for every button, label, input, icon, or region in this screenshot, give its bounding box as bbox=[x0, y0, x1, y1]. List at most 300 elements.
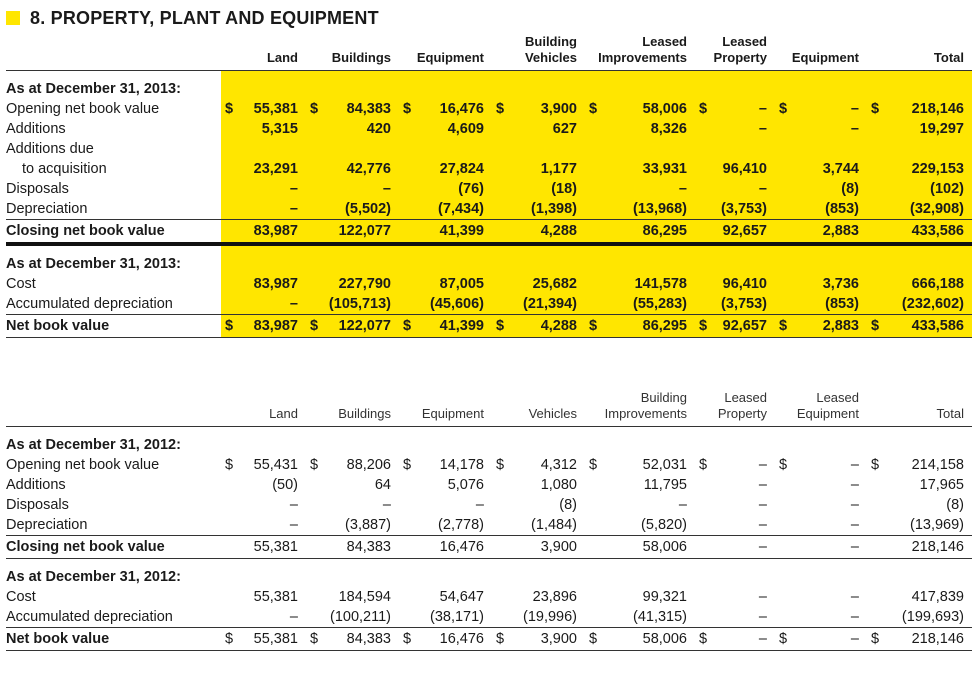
column-header-text: Equipment bbox=[421, 406, 484, 421]
value-cell bbox=[306, 455, 399, 475]
row-label: Cost bbox=[6, 276, 36, 292]
value-text: 58,006 bbox=[642, 631, 687, 647]
value-cell bbox=[775, 139, 867, 159]
row-label: Additions due bbox=[6, 141, 94, 157]
row-label: to acquisition bbox=[22, 161, 107, 177]
value-text: (100,211) bbox=[330, 609, 391, 625]
value-cell bbox=[695, 220, 775, 245]
value-cell bbox=[306, 199, 399, 220]
value-text: 42,776 bbox=[346, 161, 391, 177]
value-text: 3,900 bbox=[540, 101, 577, 117]
value-cell bbox=[221, 587, 306, 607]
value-text: 2,883 bbox=[822, 223, 859, 239]
value-cell bbox=[867, 587, 972, 607]
value-text: 420 bbox=[366, 121, 391, 137]
value-cell bbox=[585, 220, 695, 245]
value-cell bbox=[306, 475, 399, 495]
value-text: – bbox=[758, 477, 767, 493]
total-row bbox=[6, 628, 972, 651]
value-cell bbox=[775, 455, 867, 475]
section-heading-row bbox=[6, 244, 972, 274]
value-text: – bbox=[758, 121, 767, 137]
value-cell bbox=[867, 495, 972, 515]
value-cell bbox=[867, 294, 972, 315]
currency-symbol: $ bbox=[496, 457, 505, 473]
value-text: (32,908) bbox=[909, 201, 964, 217]
value-text: (41,315) bbox=[632, 609, 687, 625]
currency-symbol: $ bbox=[310, 318, 319, 334]
value-cell bbox=[867, 179, 972, 199]
table-row bbox=[6, 119, 972, 139]
value-text: – bbox=[382, 181, 391, 197]
value-cell bbox=[585, 159, 695, 179]
value-cell bbox=[399, 628, 492, 651]
value-cell bbox=[585, 536, 695, 559]
value-cell bbox=[221, 159, 306, 179]
value-text: 19,297 bbox=[919, 121, 964, 137]
value-text: – bbox=[758, 609, 767, 625]
value-cell bbox=[867, 99, 972, 119]
value-text: 87,005 bbox=[439, 276, 484, 292]
value-cell bbox=[399, 515, 492, 536]
value-text: 218,146 bbox=[911, 539, 964, 555]
value-text: 64 bbox=[374, 477, 391, 493]
value-cell bbox=[775, 159, 867, 179]
value-text: 83,987 bbox=[253, 318, 298, 334]
currency-symbol: $ bbox=[871, 631, 880, 647]
row-label: Additions bbox=[6, 121, 66, 137]
value-text: (76) bbox=[458, 181, 484, 197]
value-cell bbox=[585, 315, 695, 338]
section-heading: As at December 31, 2012: bbox=[6, 437, 181, 453]
value-text: – bbox=[850, 589, 859, 605]
value-cell bbox=[867, 274, 972, 294]
value-cell bbox=[399, 294, 492, 315]
value-text: 4,609 bbox=[447, 121, 484, 137]
column-header bbox=[221, 34, 306, 71]
value-text: 52,031 bbox=[642, 457, 687, 473]
currency-symbol: $ bbox=[310, 631, 319, 647]
value-text: 4,288 bbox=[540, 223, 577, 239]
value-cell bbox=[399, 159, 492, 179]
currency-symbol: $ bbox=[779, 318, 788, 334]
value-text: (232,602) bbox=[901, 296, 964, 312]
value-text: 88,206 bbox=[346, 457, 391, 473]
value-cell bbox=[492, 515, 585, 536]
row-label: Opening net book value bbox=[6, 101, 160, 117]
row-label: Depreciation bbox=[6, 201, 88, 217]
value-cell bbox=[399, 455, 492, 475]
value-cell bbox=[492, 274, 585, 294]
value-cell bbox=[775, 199, 867, 220]
column-header bbox=[492, 390, 585, 427]
value-text: 23,896 bbox=[532, 589, 577, 605]
value-cell bbox=[306, 607, 399, 628]
value-cell bbox=[695, 159, 775, 179]
value-cell bbox=[306, 274, 399, 294]
value-cell bbox=[695, 536, 775, 559]
value-text: 58,006 bbox=[642, 539, 687, 555]
value-cell bbox=[775, 315, 867, 338]
value-text: (3,753) bbox=[721, 296, 767, 312]
value-cell bbox=[306, 139, 399, 159]
value-text: (1,484) bbox=[531, 517, 577, 533]
value-cell bbox=[492, 220, 585, 245]
value-cell bbox=[695, 199, 775, 220]
value-cell bbox=[585, 199, 695, 220]
value-text: – bbox=[850, 497, 859, 513]
value-text: (21,394) bbox=[522, 296, 577, 312]
currency-symbol: $ bbox=[699, 318, 708, 334]
value-cell bbox=[399, 139, 492, 159]
value-text: 122,077 bbox=[338, 318, 391, 334]
value-cell bbox=[775, 99, 867, 119]
currency-symbol: $ bbox=[310, 101, 319, 117]
value-text: – bbox=[758, 539, 767, 555]
table-row bbox=[6, 587, 972, 607]
value-cell bbox=[221, 628, 306, 651]
value-text: (55,283) bbox=[632, 296, 687, 312]
value-text: 23,291 bbox=[253, 161, 298, 177]
value-cell bbox=[867, 139, 972, 159]
value-text: 1,177 bbox=[540, 161, 577, 177]
value-cell bbox=[867, 628, 972, 651]
table-row bbox=[6, 179, 972, 199]
column-header-text: Property bbox=[713, 50, 767, 65]
column-header bbox=[585, 34, 695, 71]
currency-symbol: $ bbox=[225, 631, 234, 647]
column-header-text: Property bbox=[717, 406, 767, 421]
value-text: (5,502) bbox=[345, 201, 391, 217]
value-text: 417,839 bbox=[911, 589, 964, 605]
value-text: 14,178 bbox=[439, 457, 484, 473]
value-text: 33,931 bbox=[642, 161, 687, 177]
value-cell bbox=[306, 99, 399, 119]
row-label: Cost bbox=[6, 589, 36, 605]
table-row bbox=[6, 274, 972, 294]
value-text: (2,778) bbox=[438, 517, 484, 533]
value-cell bbox=[585, 475, 695, 495]
value-text: 2,883 bbox=[822, 318, 859, 334]
value-cell bbox=[695, 455, 775, 475]
value-cell bbox=[695, 179, 775, 199]
value-text: – bbox=[850, 457, 859, 473]
currency-symbol: $ bbox=[871, 318, 880, 334]
row-label: Accumulated depreciation bbox=[6, 609, 173, 625]
value-text: – bbox=[758, 631, 767, 647]
column-header bbox=[695, 390, 775, 427]
value-text: (102) bbox=[930, 181, 964, 197]
currency-symbol: $ bbox=[589, 457, 598, 473]
column-header-text: Improvements bbox=[604, 406, 687, 421]
value-cell bbox=[695, 294, 775, 315]
value-text: 8,326 bbox=[650, 121, 687, 137]
value-cell bbox=[775, 495, 867, 515]
value-text: (1,398) bbox=[531, 201, 577, 217]
value-text: (18) bbox=[551, 181, 577, 197]
value-text: 55,381 bbox=[253, 589, 298, 605]
value-cell bbox=[399, 587, 492, 607]
value-cell bbox=[867, 220, 972, 245]
column-header bbox=[306, 34, 399, 71]
value-text: (853) bbox=[825, 296, 859, 312]
value-cell bbox=[585, 495, 695, 515]
currency-symbol: $ bbox=[699, 457, 708, 473]
value-text: 25,682 bbox=[532, 276, 577, 292]
value-cell bbox=[221, 199, 306, 220]
currency-symbol: $ bbox=[310, 457, 319, 473]
value-cell bbox=[306, 179, 399, 199]
value-cell bbox=[695, 274, 775, 294]
section-heading: As at December 31, 2013: bbox=[6, 256, 181, 272]
value-cell bbox=[399, 199, 492, 220]
section-heading-row bbox=[6, 559, 972, 588]
value-cell bbox=[492, 119, 585, 139]
currency-symbol: $ bbox=[779, 457, 788, 473]
value-text: 84,383 bbox=[346, 631, 391, 647]
value-text: 627 bbox=[552, 121, 577, 137]
value-cell bbox=[775, 220, 867, 245]
value-cell bbox=[585, 99, 695, 119]
value-cell bbox=[867, 119, 972, 139]
value-text: 86,295 bbox=[642, 223, 687, 239]
value-text: 92,657 bbox=[722, 223, 767, 239]
row-label: Accumulated depreciation bbox=[6, 296, 173, 312]
value-text: 218,146 bbox=[911, 101, 964, 117]
row-label: Depreciation bbox=[6, 517, 88, 533]
value-text: – bbox=[758, 517, 767, 533]
section-heading-row bbox=[6, 71, 972, 100]
column-header bbox=[867, 390, 972, 427]
value-text: 17,965 bbox=[919, 477, 964, 493]
value-cell bbox=[867, 199, 972, 220]
total-row bbox=[6, 315, 972, 338]
value-cell bbox=[492, 199, 585, 220]
value-cell bbox=[306, 495, 399, 515]
value-cell bbox=[306, 220, 399, 245]
ppe-table-2013 bbox=[6, 34, 972, 338]
value-text: (38,171) bbox=[429, 609, 484, 625]
column-header-text: Equipment bbox=[416, 50, 484, 65]
table-row bbox=[6, 607, 972, 628]
value-cell bbox=[221, 607, 306, 628]
value-text: – bbox=[850, 539, 859, 555]
value-cell bbox=[775, 119, 867, 139]
value-cell bbox=[492, 536, 585, 559]
value-text: 5,076 bbox=[447, 477, 484, 493]
table-row bbox=[6, 294, 972, 315]
value-cell bbox=[492, 315, 585, 338]
value-text: 92,657 bbox=[722, 318, 767, 334]
value-cell bbox=[399, 536, 492, 559]
value-cell bbox=[221, 274, 306, 294]
table-row bbox=[6, 495, 972, 515]
column-header-text: Equipment bbox=[791, 50, 859, 65]
value-text: 41,399 bbox=[439, 223, 484, 239]
value-text: (5,820) bbox=[641, 517, 687, 533]
value-text: (13,968) bbox=[632, 201, 687, 217]
value-text: 3,744 bbox=[822, 161, 859, 177]
value-cell bbox=[695, 139, 775, 159]
value-cell bbox=[399, 119, 492, 139]
row-label: Opening net book value bbox=[6, 457, 160, 473]
currency-symbol: $ bbox=[779, 631, 788, 647]
value-text: 3,736 bbox=[822, 276, 859, 292]
value-cell bbox=[867, 515, 972, 536]
currency-symbol: $ bbox=[403, 631, 412, 647]
value-text: – bbox=[758, 497, 767, 513]
value-cell bbox=[867, 607, 972, 628]
row-label: Additions bbox=[6, 477, 66, 493]
column-header-text: Building bbox=[525, 34, 577, 49]
header-blank bbox=[6, 34, 221, 71]
value-cell bbox=[306, 515, 399, 536]
value-cell bbox=[399, 274, 492, 294]
header-blank bbox=[6, 390, 221, 427]
value-text: (13,969) bbox=[909, 517, 964, 533]
table-row bbox=[6, 99, 972, 119]
value-cell bbox=[695, 495, 775, 515]
column-header bbox=[492, 34, 585, 71]
column-header bbox=[585, 390, 695, 427]
value-text: – bbox=[850, 631, 859, 647]
value-cell bbox=[221, 294, 306, 315]
value-text: – bbox=[758, 457, 767, 473]
column-header-row bbox=[6, 34, 972, 71]
value-cell bbox=[306, 587, 399, 607]
value-cell bbox=[399, 220, 492, 245]
value-text: 58,006 bbox=[642, 101, 687, 117]
column-header-text: Building bbox=[640, 390, 687, 405]
value-text: (3,753) bbox=[721, 201, 767, 217]
row-label: Closing net book value bbox=[6, 536, 221, 559]
column-header bbox=[867, 34, 972, 71]
value-text: – bbox=[758, 589, 767, 605]
value-cell bbox=[867, 475, 972, 495]
value-text: (853) bbox=[825, 201, 859, 217]
column-header-text: Vehicles bbox=[528, 406, 577, 421]
value-cell bbox=[492, 455, 585, 475]
value-cell bbox=[492, 99, 585, 119]
value-cell bbox=[775, 274, 867, 294]
value-cell bbox=[695, 119, 775, 139]
column-header bbox=[399, 34, 492, 71]
value-text: – bbox=[850, 101, 859, 117]
value-text: 122,077 bbox=[338, 223, 391, 239]
value-cell bbox=[775, 536, 867, 559]
value-text: 16,476 bbox=[439, 631, 484, 647]
column-header-text: Leased bbox=[722, 34, 767, 49]
value-cell bbox=[695, 99, 775, 119]
value-cell bbox=[221, 139, 306, 159]
section-heading: As at December 31, 2012: bbox=[6, 569, 181, 585]
value-text: – bbox=[850, 121, 859, 137]
currency-symbol: $ bbox=[496, 631, 505, 647]
value-text: – bbox=[850, 517, 859, 533]
value-cell bbox=[867, 159, 972, 179]
value-text: 16,476 bbox=[439, 101, 484, 117]
value-text: – bbox=[678, 497, 687, 513]
column-header-text: Buildings bbox=[331, 50, 391, 65]
table-row bbox=[6, 455, 972, 475]
value-cell bbox=[399, 99, 492, 119]
value-cell bbox=[492, 628, 585, 651]
value-cell bbox=[221, 495, 306, 515]
value-text: – bbox=[382, 497, 391, 513]
value-text: – bbox=[289, 181, 298, 197]
column-header-text: Buildings bbox=[338, 406, 391, 421]
value-cell bbox=[695, 315, 775, 338]
value-cell bbox=[221, 220, 306, 245]
value-cell bbox=[306, 159, 399, 179]
currency-symbol: $ bbox=[225, 101, 234, 117]
value-text: – bbox=[289, 497, 298, 513]
value-cell bbox=[867, 536, 972, 559]
value-text: 214,158 bbox=[911, 457, 964, 473]
column-header bbox=[399, 390, 492, 427]
currency-symbol: $ bbox=[225, 457, 234, 473]
column-header-text: Total bbox=[933, 50, 964, 65]
value-text: 96,410 bbox=[722, 161, 767, 177]
value-text: 11,795 bbox=[643, 477, 687, 493]
column-header-text: Leased bbox=[816, 390, 859, 405]
page-title bbox=[6, 6, 379, 30]
value-text: (50) bbox=[272, 477, 298, 493]
section-heading-row bbox=[6, 427, 972, 456]
value-text: (45,606) bbox=[429, 296, 484, 312]
title-marker bbox=[6, 11, 20, 25]
row-label: Net book value bbox=[6, 628, 221, 651]
value-cell bbox=[221, 515, 306, 536]
table-row bbox=[6, 139, 972, 159]
value-text: (199,693) bbox=[901, 609, 964, 625]
value-cell bbox=[492, 475, 585, 495]
table-row bbox=[6, 159, 972, 179]
column-header-text: Equipment bbox=[796, 406, 859, 421]
value-text: 3,900 bbox=[540, 631, 577, 647]
value-cell bbox=[695, 587, 775, 607]
value-text: 55,381 bbox=[253, 101, 298, 117]
value-text: 99,321 bbox=[642, 589, 687, 605]
value-text: – bbox=[289, 201, 298, 217]
value-text: – bbox=[850, 477, 859, 493]
value-cell bbox=[221, 99, 306, 119]
value-text: 86,295 bbox=[642, 318, 687, 334]
value-cell bbox=[492, 294, 585, 315]
value-text: 141,578 bbox=[634, 276, 687, 292]
ppe-table-2012 bbox=[6, 390, 972, 651]
value-text: 218,146 bbox=[911, 631, 964, 647]
value-text: – bbox=[475, 497, 484, 513]
value-text: 83,987 bbox=[253, 276, 298, 292]
value-cell bbox=[399, 475, 492, 495]
value-text: – bbox=[289, 517, 298, 533]
column-header bbox=[775, 34, 867, 71]
row-label: Disposals bbox=[6, 181, 69, 197]
value-cell bbox=[492, 159, 585, 179]
value-cell bbox=[585, 139, 695, 159]
value-text: (7,434) bbox=[438, 201, 484, 217]
value-cell bbox=[221, 475, 306, 495]
value-cell bbox=[585, 294, 695, 315]
value-text: 433,586 bbox=[911, 318, 964, 334]
currency-symbol: $ bbox=[871, 457, 880, 473]
value-cell bbox=[399, 495, 492, 515]
value-text: 55,381 bbox=[253, 539, 298, 555]
value-cell bbox=[775, 475, 867, 495]
value-text: 1,080 bbox=[540, 477, 577, 493]
value-text: (3,887) bbox=[345, 517, 391, 533]
